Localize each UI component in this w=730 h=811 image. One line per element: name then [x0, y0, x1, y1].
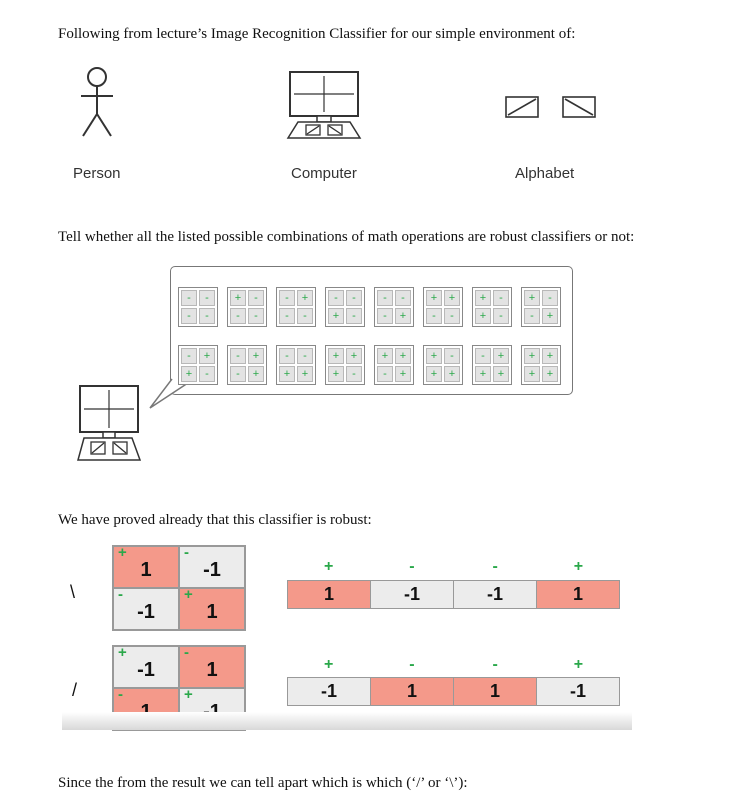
combination-cell: - [279, 308, 295, 324]
combination-cell: + [444, 290, 460, 306]
combination-grid [521, 345, 561, 385]
combination-grid [276, 287, 316, 327]
combination-cell: - [297, 308, 313, 324]
combination-cell: + [395, 348, 411, 364]
combination-cell: - [297, 348, 313, 364]
combination-cell: - [199, 308, 215, 324]
flat-cell: -1 [537, 678, 619, 705]
combination-cell: - [230, 308, 246, 324]
question-text: Tell whether all the listed possible combinations of math operations are robust classifiers or not: [58, 229, 635, 245]
combination-cell: + [426, 290, 442, 306]
combination-grid [472, 287, 512, 327]
combination-cell: - [542, 290, 558, 306]
combination-grid [423, 345, 463, 385]
grid-cell [179, 646, 245, 688]
combination-cell: + [346, 348, 362, 364]
flat-cell: -1 [454, 581, 537, 608]
grid-cell [113, 546, 179, 588]
combination-cell: - [181, 290, 197, 306]
cell-sign: + [184, 686, 193, 703]
combination-cell: - [199, 366, 215, 382]
combination-cell: + [426, 366, 442, 382]
sign: + [573, 656, 584, 673]
combination-grid [423, 287, 463, 327]
combination-cell: + [475, 366, 491, 382]
computer-label: Computer [291, 165, 357, 182]
combination-cell: + [248, 348, 264, 364]
combination-grid [325, 345, 365, 385]
flat-cell: 1 [371, 678, 454, 705]
combination-cell: + [542, 348, 558, 364]
combination-cell: - [475, 348, 491, 364]
combination-cell: - [328, 290, 344, 306]
combination-cell: + [493, 348, 509, 364]
combination-grid [325, 287, 365, 327]
combination-cell: - [248, 290, 264, 306]
combination-cell: + [279, 366, 295, 382]
combination-grid [374, 287, 414, 327]
combination-cell: + [524, 366, 540, 382]
combination-cell: + [395, 308, 411, 324]
flat-cell: -1 [288, 678, 371, 705]
combination-cell: + [542, 366, 558, 382]
alphabet-label: Alphabet [515, 165, 575, 182]
person-label: Person [73, 165, 121, 182]
cell-sign: - [118, 686, 123, 703]
combination-cell: - [279, 290, 295, 306]
cell-value: 1 [206, 659, 218, 681]
combination-cell: + [426, 348, 442, 364]
combination-cell: + [542, 308, 558, 324]
cell-value: 1 [206, 601, 218, 623]
sign: - [492, 656, 498, 673]
combination-grid [276, 345, 316, 385]
combination-grid [178, 287, 218, 327]
combination-cell: - [346, 290, 362, 306]
combination-cell: + [328, 366, 344, 382]
combination-cell: + [297, 366, 313, 382]
combination-cell: + [230, 290, 246, 306]
grid-cell [179, 588, 245, 630]
intro-text: Following from lecture’s Image Recognition Classifier for our simple environment of: [58, 26, 576, 42]
combination-cell: + [328, 348, 344, 364]
combination-grid [521, 287, 561, 327]
conclusion-text: Since the from the result we can tell apart which is which (‘/’ or ‘\’): [58, 775, 468, 791]
proved-text: We have proved already that this classifier is robust: [58, 512, 372, 528]
sign: - [409, 656, 415, 673]
cell-sign: + [118, 644, 127, 661]
combination-cell: - [426, 308, 442, 324]
cell-sign: + [118, 544, 127, 561]
cell-value: -1 [137, 601, 155, 623]
sign: + [323, 656, 334, 673]
combination-cell: - [248, 308, 264, 324]
shadow-band [62, 712, 632, 730]
backslash-sign-row [287, 558, 620, 576]
combination-cell: - [395, 290, 411, 306]
combination-cell: - [230, 366, 246, 382]
combination-cell: - [444, 308, 460, 324]
slash-sign-row [287, 656, 620, 674]
combination-cell: + [444, 366, 460, 382]
combination-cell: - [493, 308, 509, 324]
grid-cell [113, 646, 179, 688]
combination-cell: - [377, 366, 393, 382]
flat-cell: -1 [371, 581, 454, 608]
combination-cell: + [475, 290, 491, 306]
combination-cell: - [199, 290, 215, 306]
combination-cell: + [524, 290, 540, 306]
backslash-flat-row [287, 580, 620, 609]
flat-cell: 1 [537, 581, 619, 608]
alphabet-icon [505, 95, 600, 119]
grid-cell [179, 546, 245, 588]
sign: - [492, 558, 498, 575]
cell-sign: - [118, 586, 123, 603]
combination-cell: - [181, 308, 197, 324]
combination-grid [374, 345, 414, 385]
combination-cell: - [279, 348, 295, 364]
combination-cell: + [475, 308, 491, 324]
talking-computer-icon [76, 384, 142, 464]
combination-cell: - [377, 308, 393, 324]
person-icon [78, 66, 128, 140]
combination-cell: - [444, 348, 460, 364]
cell-value: -1 [137, 659, 155, 681]
combination-cell: + [199, 348, 215, 364]
combination-grid [227, 287, 267, 327]
combination-cell: - [377, 290, 393, 306]
sign: + [573, 558, 584, 575]
cell-value: -1 [203, 559, 221, 581]
combination-cell: + [248, 366, 264, 382]
cell-sign: + [184, 586, 193, 603]
combination-cell: + [297, 290, 313, 306]
combination-grid [227, 345, 267, 385]
combination-cell: - [230, 348, 246, 364]
combination-cell: - [493, 290, 509, 306]
combination-cell: - [181, 348, 197, 364]
slash-flat-row [287, 677, 620, 706]
combination-cell: - [346, 366, 362, 382]
slash-symbol: / [72, 680, 78, 700]
combination-cell: - [524, 308, 540, 324]
backslash-grid [112, 545, 246, 631]
combination-cell: - [346, 308, 362, 324]
combination-cell: + [328, 308, 344, 324]
flat-cell: 1 [288, 581, 371, 608]
computer-icon [284, 70, 364, 142]
combination-cell: + [395, 366, 411, 382]
combination-cell: + [524, 348, 540, 364]
cell-value: 1 [140, 559, 152, 581]
combination-cell: + [181, 366, 197, 382]
cell-sign: - [184, 544, 189, 561]
cell-sign: - [184, 644, 189, 661]
combination-grid [472, 345, 512, 385]
flat-cell: 1 [454, 678, 537, 705]
sign: + [323, 558, 334, 575]
sign: - [409, 558, 415, 575]
grid-cell [113, 588, 179, 630]
combination-grid [178, 345, 218, 385]
combination-cell: + [377, 348, 393, 364]
backslash-symbol: \ [70, 582, 76, 602]
combination-cell: + [493, 366, 509, 382]
